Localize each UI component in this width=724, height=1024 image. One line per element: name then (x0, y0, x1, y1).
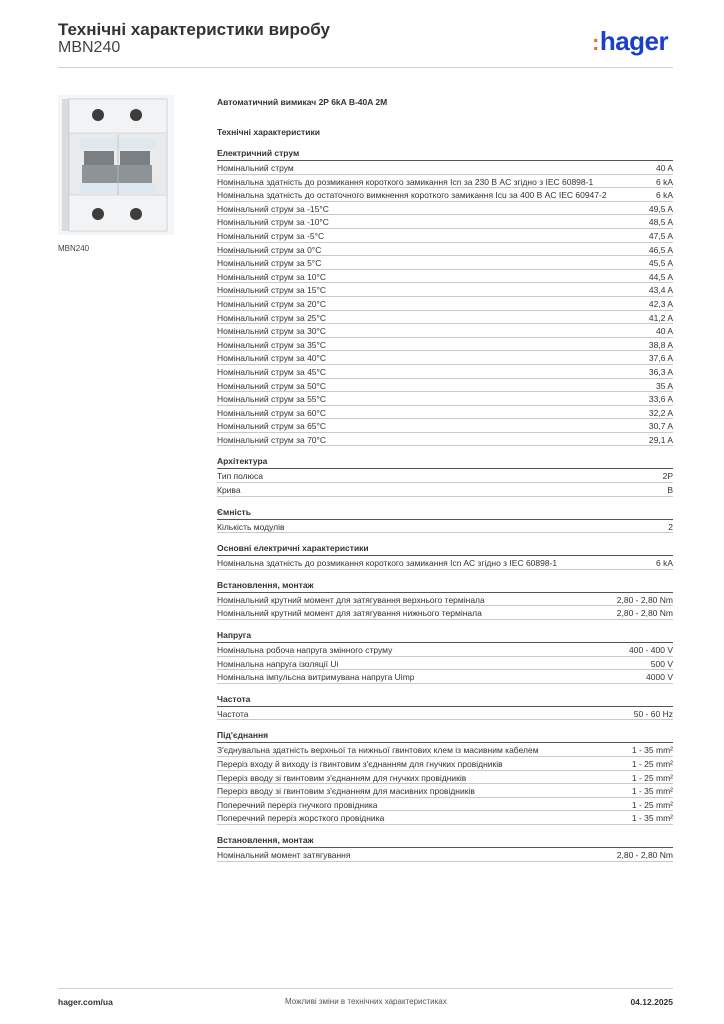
spec-label: Номінальний струм за 25°C (217, 312, 327, 323)
spec-label: Номінальна здатність до розмикання короткого замикання Icn за 230 В AC згідно з IEC 60898-1 (217, 176, 594, 187)
spec-row (217, 379, 673, 393)
spec-label: Номінальний струм за 40°C (217, 353, 327, 364)
spec-label: Частота (217, 708, 249, 719)
spec-value: 1 - 25 mm² (631, 759, 673, 769)
spec-row (217, 483, 673, 497)
spec-row (217, 311, 673, 325)
spec-value: 45,5 A (648, 258, 673, 269)
spec-value: 41,2 A (648, 312, 673, 323)
spec-row (217, 365, 673, 379)
spec-row (217, 419, 673, 433)
spec-row (217, 215, 673, 229)
spec-value: 1 - 35 mm² (631, 745, 673, 756)
circuit-breaker-image (58, 95, 174, 235)
spec-row (217, 811, 673, 825)
spec-value: 42,3 A (648, 298, 673, 309)
spec-label: Номінальна імпульсна витримувана напруга Uimp (217, 672, 415, 683)
spec-value: 6 kA (655, 558, 673, 569)
spec-row (217, 338, 673, 352)
section-title: Основні електричні характеристики (217, 542, 673, 556)
footer-website-link[interactable]: hager.com/ua (58, 997, 113, 1007)
spec-value: 500 V (650, 658, 673, 669)
spec-row (217, 283, 673, 297)
spec-row (217, 757, 673, 771)
spec-sections (217, 147, 673, 862)
spec-row (217, 606, 673, 620)
spec-value: 6 kA (655, 176, 673, 187)
spec-row (217, 657, 673, 671)
spec-value: 1 - 25 mm² (631, 772, 673, 783)
spec-label: Кількість модулів (217, 521, 285, 532)
section-title: Частота (217, 693, 673, 707)
spec-value: 6 kA (655, 190, 673, 201)
spec-row (217, 229, 673, 243)
spec-value: 50 - 60 Hz (633, 708, 673, 719)
section-title: Під'єднання (217, 729, 673, 743)
spec-value: 43,4 A (648, 285, 673, 296)
spec-value: 4000 V (646, 672, 673, 683)
spec-label: Номінальний струм за 10°C (217, 271, 327, 282)
spec-value: 33,6 A (648, 394, 673, 405)
spec-label: Номінальний струм за -5°C (217, 230, 325, 241)
spec-section (217, 542, 673, 570)
spec-row (217, 593, 673, 607)
spec-row (217, 771, 673, 785)
spec-value: 2P (662, 471, 673, 482)
spec-value: 1 - 35 mm² (631, 813, 673, 824)
spec-label: Номінальний струм за 30°C (217, 326, 327, 337)
footer-disclaimer: Можливі зміни в технічних характеристиках (285, 997, 447, 1006)
section-title: Встановлення, монтаж (217, 579, 673, 593)
spec-value: 36,3 A (648, 366, 673, 377)
spec-value: 2,80 - 2,80 Nm (616, 608, 673, 619)
spec-row (217, 848, 673, 862)
spec-row (217, 520, 673, 534)
spec-row (217, 743, 673, 757)
spec-row (217, 297, 673, 311)
spec-value: 38,8 A (648, 339, 673, 350)
page-title: Технічні характеристики виробу (58, 20, 330, 39)
spec-label: Номінальний струм за 15°C (217, 285, 327, 296)
spec-label: Номінальний струм за -15°C (217, 203, 329, 214)
spec-section (217, 147, 673, 446)
spec-value: 30,7 A (648, 421, 673, 432)
spec-row (217, 406, 673, 420)
image-caption: MBN240 (58, 244, 90, 253)
spec-row (217, 256, 673, 270)
footer-divider (58, 988, 673, 989)
spec-section (217, 506, 673, 534)
spec-row (217, 392, 673, 406)
tech-specs-title: Технічні характеристики (217, 127, 320, 137)
spec-label: Переріз вводу зі гвинтовим з'єднанням для масивних провідників (217, 786, 475, 797)
spec-row (217, 670, 673, 684)
spec-value: 46,5 A (648, 244, 673, 255)
spec-label: Номінальний струм за 65°C (217, 421, 327, 432)
spec-label: Номінальний крутний момент для затягування нижнього термінала (217, 608, 482, 619)
spec-value: 2,80 - 2,80 Nm (616, 594, 673, 605)
spec-value: B (667, 485, 673, 496)
spec-value: 1 - 35 mm² (631, 786, 673, 797)
spec-label: Номінальний струм за 20°C (217, 298, 327, 309)
spec-row (217, 324, 673, 338)
spec-label: Номінальний струм за 70°C (217, 434, 327, 445)
section-title: Архітектура (217, 455, 673, 469)
spec-value: 49,5 A (648, 203, 673, 214)
spec-section (217, 693, 673, 721)
spec-value: 37,6 A (648, 353, 673, 364)
spec-label: Номінальний струм за 5°C (217, 258, 322, 269)
spec-label: Крива (217, 485, 241, 496)
spec-label: Тип полюса (217, 471, 263, 482)
spec-row (217, 556, 673, 570)
spec-value: 47,5 A (648, 230, 673, 241)
spec-row (217, 798, 673, 812)
logo-dots: : (592, 30, 599, 55)
spec-value: 400 - 400 V (629, 645, 673, 656)
hager-logo[interactable] (592, 26, 668, 57)
spec-label: Переріз вводу зі гвинтовим з'єднанням для гнучких провідників (217, 772, 467, 783)
product-code: MBN240 (58, 39, 121, 56)
spec-value: 2,80 - 2,80 Nm (616, 849, 673, 860)
spec-row (217, 202, 673, 216)
logo-text: hager (599, 26, 669, 56)
spec-value: 48,5 A (648, 217, 673, 228)
spec-value: 40 A (655, 163, 673, 173)
product-name: Автоматичний вимикач 2P 6kA B-40A 2M (217, 97, 388, 107)
spec-label: Номінальний струм (217, 163, 294, 173)
spec-row (217, 784, 673, 798)
spec-section (217, 834, 673, 862)
spec-row (217, 243, 673, 257)
spec-row (217, 161, 673, 175)
spec-label: Номінальний крутний момент для затягування верхнього термінала (217, 594, 485, 605)
header-divider (58, 67, 673, 68)
spec-section (217, 629, 673, 684)
spec-row (217, 643, 673, 657)
spec-section (217, 455, 673, 496)
spec-row (217, 433, 673, 447)
spec-value: 40 A (655, 326, 673, 337)
spec-row (217, 707, 673, 721)
spec-value: 35 A (655, 380, 673, 391)
spec-label: Номінальна здатність до остаточного вимкнення короткого замикання Icu за 400 В AC IEC 60947-2 (217, 190, 607, 201)
spec-value: 32,2 A (648, 407, 673, 418)
spec-label: Номінальна здатність до розмикання короткого замикання Icn AC згідно з IEC 60898-1 (217, 558, 558, 569)
spec-label: Номінальний струм за 50°C (217, 380, 327, 391)
spec-label: Номінальний струм за 0°C (217, 244, 322, 255)
spec-value: 29,1 A (648, 434, 673, 445)
spec-section (217, 729, 673, 825)
section-title: Електричний струм (217, 147, 673, 161)
spec-label: Номінальний момент затягування (217, 849, 351, 860)
section-title: Ємність (217, 506, 673, 520)
spec-label: Номінальний струм за -10°C (217, 217, 329, 228)
section-title: Напруга (217, 629, 673, 643)
spec-label: Переріз входу й виходу із гвинтовим з'єднанням для гнучких провідників (217, 759, 503, 769)
spec-value: 1 - 25 mm² (631, 799, 673, 810)
spec-label: Номінальний струм за 60°C (217, 407, 327, 418)
spec-row (217, 270, 673, 284)
spec-label: Номінальна напруга ізоляції Ui (217, 658, 339, 669)
spec-row (217, 175, 673, 189)
section-title: Встановлення, монтаж (217, 834, 673, 848)
spec-section (217, 579, 673, 620)
spec-label: Номінальний струм за 35°C (217, 339, 327, 350)
spec-row (217, 351, 673, 365)
spec-label: Поперечний переріз жорсткого провідника (217, 813, 385, 824)
spec-label: Номінальний струм за 55°C (217, 394, 327, 405)
spec-label: Номінальна робоча напруга змінного струму (217, 645, 393, 656)
spec-label: З'єднувальна здатність верхньої та нижньої гвинтових клем із масивним кабелем (217, 745, 539, 756)
spec-row (217, 188, 673, 202)
specs-area (217, 95, 673, 871)
spec-value: 44,5 A (648, 271, 673, 282)
spec-label: Номінальний струм за 45°C (217, 366, 327, 377)
spec-label: Поперечний переріз гнучкого провідника (217, 799, 378, 810)
spec-value: 2 (668, 521, 673, 532)
spec-row (217, 469, 673, 483)
footer-date: 04.12.2025 (630, 997, 673, 1007)
